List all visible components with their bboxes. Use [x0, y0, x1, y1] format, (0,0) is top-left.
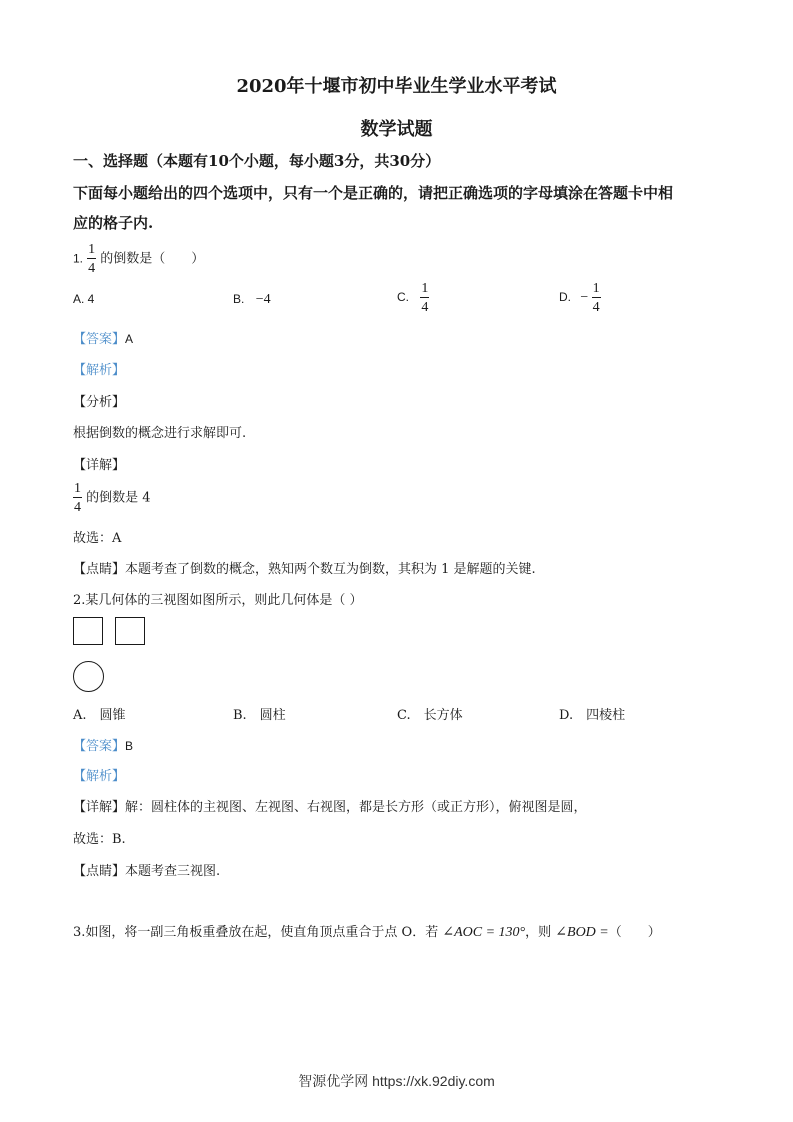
q3-stem-tail: （ ） [608, 925, 661, 940]
q2-dianjing [73, 860, 220, 879]
q1-option-c [397, 281, 429, 315]
q3-stem-pre: 3.如图，将一副三角板重叠放在起，使直角顶点重合于点 O．若 [73, 925, 439, 940]
footer-watermark: 智源优学网 https://xk.92diy.com [298, 1073, 495, 1089]
q1-answer [73, 328, 133, 347]
q1-option-d-label: D. [559, 290, 571, 305]
q1-option-d [559, 281, 601, 315]
q1-stem [73, 242, 204, 276]
q1-xiangjie-line [73, 481, 151, 515]
q1-analysis-tag: 【解析】 [73, 363, 126, 378]
q1-option-d-den: 4 [592, 300, 600, 315]
q1-option-c-fraction [420, 281, 429, 315]
q3-angle-bod: ∠BOD = [555, 925, 609, 940]
q1-option-d-fraction [592, 281, 601, 315]
q2-dianjing-tag: 【点睛】 [73, 864, 126, 879]
exam-title: 2020年十堰市初中毕业生学业水平考试 [236, 76, 557, 97]
q1-frac-num: 1 [88, 242, 96, 257]
q2-xiangjie-tag: 【详解】 [73, 800, 126, 815]
q2-option-b: B. 圆柱 [233, 708, 286, 723]
q1-option-c-num: 1 [421, 281, 429, 296]
instruction-line1: 下面每小题给出的四个选项中，只有一个是正确的，请把正确选项的字母填涂在答题卡中相 [73, 184, 674, 202]
q1-option-c-label: C. [397, 290, 409, 305]
q1-fenxi-text: 根据倒数的概念进行求解即可. [73, 426, 247, 441]
q2-option-d: D. 四棱柱 [559, 708, 626, 723]
q2-choose: 故选：B. [73, 832, 126, 847]
q2-stem: 2.某几何体的三视图如图所示，则此几何体是（ ） [73, 593, 363, 608]
exam-subtitle: 数学试题 [360, 119, 433, 140]
top-view-circle [73, 661, 104, 692]
q1-dianjing-tag: 【点睛】 [73, 562, 126, 577]
q1-fenxi-tag: 【分析】 [73, 395, 126, 410]
section-heading: 一、选择题（本题有10个小题，每小题3分，共30分） [73, 152, 441, 170]
q1-frac-den: 4 [88, 261, 96, 276]
front-view-square [73, 617, 103, 645]
q1-choose: 故选：A [73, 531, 122, 546]
q3-angle-aoc: ∠AOC = 130° [442, 925, 526, 940]
q1-answer-value: A [125, 332, 134, 346]
q1-option-c-den: 4 [421, 300, 429, 315]
q1-xiangjie-tag: 【详解】 [73, 458, 126, 473]
q2-answer [73, 735, 133, 754]
q1-option-a: A. 4 [73, 292, 95, 306]
q2-answer-value: B [125, 739, 134, 753]
q2-xiangjie-text: 解：圆柱体的主视图、左视图、右视图，都是长方形（或正方形），俯视图是圆， [125, 800, 587, 815]
q1-option-d-sign: − [580, 290, 589, 306]
q2-analysis-tag: 【解析】 [73, 769, 126, 784]
q3-stem [73, 921, 661, 941]
q2-option-a: A. 圆锥 [73, 708, 126, 723]
q3-stem-mid: ，则 [525, 925, 552, 940]
q1-answer-tag: 【答案】 [73, 332, 126, 347]
q1-option-b-label: B. [233, 292, 245, 306]
q1-xiangjie-fraction [73, 481, 82, 515]
q1-dianjing [73, 558, 536, 577]
q2-xiangjie [73, 796, 587, 815]
q1-xj-num: 1 [74, 481, 81, 496]
side-view-square [115, 617, 145, 645]
instruction-line2: 应的格子内. [73, 214, 154, 232]
q1-xj-tail: 的倒数是 4 [86, 490, 151, 506]
q1-number: 1. [73, 251, 84, 266]
q2-answer-tag: 【答案】 [73, 739, 126, 754]
q1-fraction [87, 242, 96, 276]
q2-option-c: C. 长方体 [397, 708, 463, 723]
q1-dianjing-text: 本题考查了倒数的概念，熟知两个数互为倒数，其积为 1 是解题的关键. [125, 562, 536, 577]
q1-stem-tail: 的倒数是（ ） [100, 251, 205, 267]
q1-option-b-value: −4 [255, 292, 271, 307]
q1-option-d-num: 1 [592, 281, 600, 296]
q2-dianjing-text: 本题考查三视图. [125, 864, 221, 879]
q1-xj-den: 4 [74, 500, 81, 515]
q1-option-b [233, 292, 271, 308]
